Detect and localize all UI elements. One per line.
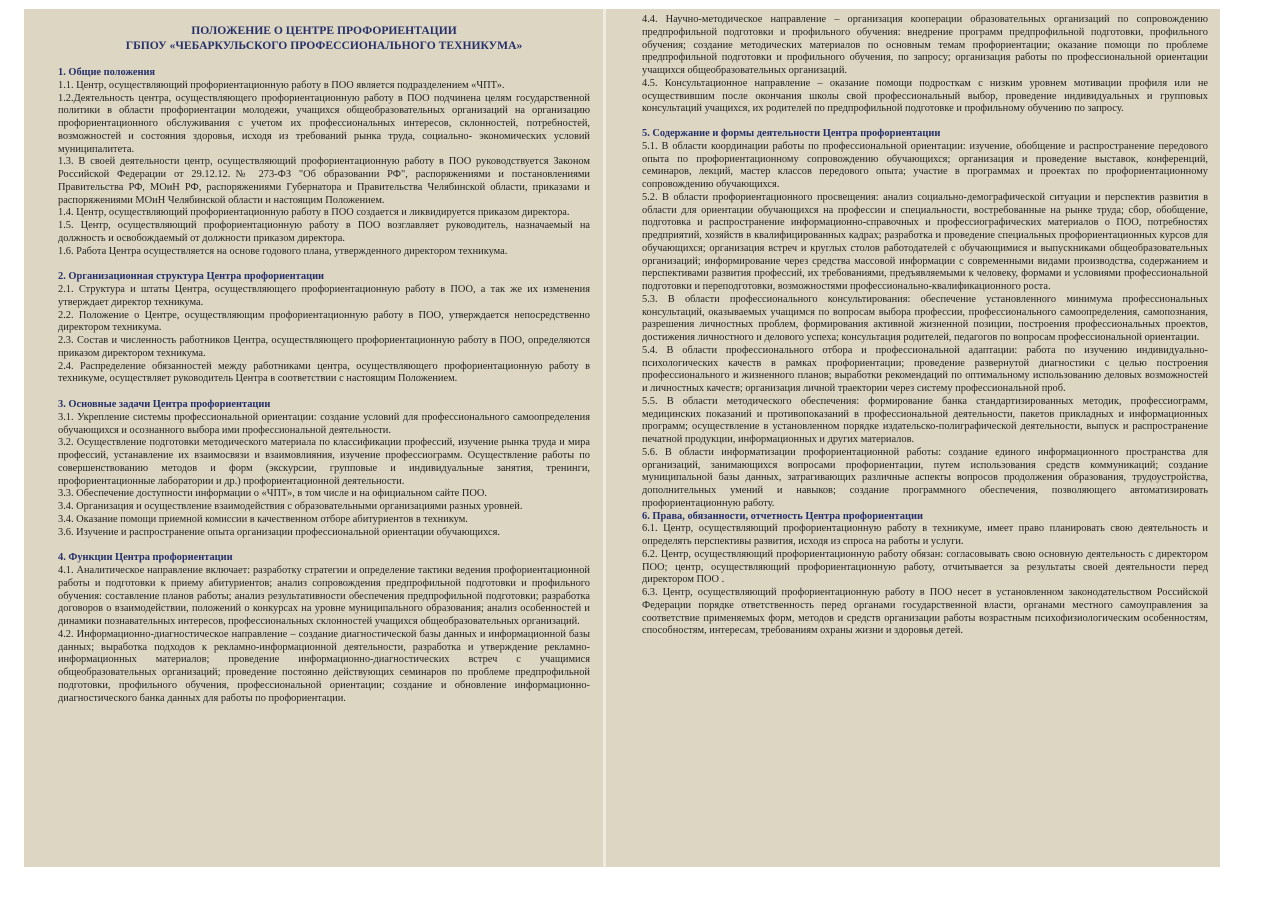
- section-heading: 6. Права, обязанности, отчетность Центра профориентации: [642, 510, 923, 522]
- paragraph-5-1: 5.1. В области координации работы по профессиональной ориентации: изучение, обобщение и распространение передового опыта по профориентационному сопровождению обучающихся; организация и проведение выставок, конференций, семинаров, лекций, мастер классов передового опыта; участие в программах и проектах по профориентационному сопровождению обучающихся.: [642, 140, 1208, 190]
- paragraph-4-4: 4.4. Научно-методическое направление – организация кооперации образовательных организаций по сопровождению предпрофильной подготовки и профильного обучения: внедрение программ предпрофильной подготовки, профильного обучения; создание методических материалов по основным темам профориентации; оказание помощи по проблеме предпрофильной подготовки и профильного обучения, по запросу; организация работы по профессиональной ориентации учащихся общеобразовательных организаций.: [642, 14, 1208, 76]
- paragraph-3-2: 3.2. Осуществление подготовки методического материала по классификации профессий, изучение рынка труда и мира профессий, устанавление их взаимосвязи и взаимовлияния, изучение профессиограмм. Осуществление работы по совершенствованию методов и форм (экскурсии, групповые и индивидуальные занятия, тренинги, профориентационные лаборатории и др.) профориентационной деятельности.: [58, 437, 590, 487]
- paragraph-3-3: 3.3. Обеспечение доступности информации о «ЧПТ», в том числе и на официальном сайте ПОО.: [58, 488, 487, 500]
- paragraph-2-3: 2.3. Состав и численность работников Центра, осуществляющего профориентационную работу в ПОО, определяются приказом директором техникума.: [58, 335, 590, 359]
- paragraph-5-5: 5.5. В области методического обеспечения: формирование банка стандартизированных методик, профессиограмм, медицинских показаний и противопоказаний в профессиональной деятельности, пакетов прикладных и информационных программ; осуществление в установленном порядке издательско-полиграфической деятельности, выпуск и распространение печатной продукции, информационных и других материалов.: [642, 395, 1208, 445]
- paragraph-1-3: 1.3. В своей деятельности центр, осуществляющий профориентационную работу в ПОО руководствуется Законом Российской Федерации от 29.12.12.№ 273-ФЗ "Об образовании РФ", распоряжениями и постановлениями Правительства РФ, МОиН РФ, распоряжениями Губернатора и Правительства Челябинской области, приказами и распоряжениями МОиН Челябинской области и настоящим Положением.: [58, 156, 590, 206]
- section-general: [58, 67, 590, 258]
- section-heading: 5. Содержание и формы деятельности Центра профориентации: [642, 128, 941, 139]
- paragraph-2-2: 2.2. Положение о Центре, осуществляющим профориентационную работу в ПОО, утверждается непосредственно директором техникума.: [58, 309, 590, 334]
- section-tasks: [58, 399, 590, 539]
- paragraph-3-1: 3.1. Укрепление системы профессиональной ориентации: создание условий для профессионального самоопределения обучающихся и осознанного выбора ими профессиональной деятельности.: [58, 411, 590, 436]
- paragraph-6-1: 6.1. Центр, осуществляющий профориентационную работу в техникуме, имеет право планировать свою деятельность и определять перспективы развития, исходя из спроса на работы и услуги.: [642, 523, 1208, 547]
- section-heading: 3. Основные задачи Центра профориентации: [58, 399, 271, 410]
- paragraph-3-5: 3.4. Оказание помощи приемной комиссии в качественном отборе абитуриентов в техникум.: [58, 513, 468, 525]
- section-rights: [642, 511, 1208, 639]
- left-page: [24, 9, 603, 867]
- paragraph-1-1: 1.1. Центр, осуществляющий профориентационную работу в ПОО является подразделением «ЧПТ».: [58, 79, 505, 91]
- paragraph-4-2: 4.2. Информационно-диагностическое направление – создание диагностической базы данных и информационной базы данных; выработка подходов к рекламно-информационной деятельности, разработка и утверждение рекламно-информационных материалов; проведение информационно-диагностических встреч с учащимися общеобразовательных организаций; проведение постоянно действующих семинаров по проблеме предпрофильной подготовки, профильного обучения, профессиональной ориентации; создание и обновление информационно-диагностического банка данных для работы по профориентации.: [58, 628, 590, 704]
- document-title: [58, 24, 590, 53]
- paragraph-1-6: 1.6. Работа Центра осуществляется на основе годового плана, утвержденного директором техникума.: [58, 245, 508, 257]
- section-heading: 4. Функции Центра профориентации: [58, 552, 233, 564]
- paragraph-6-3: 6.3. Центр, осуществляющий профориентационную работу в ПОО несет в установленном законодательством Российской Федерации порядке ответственность перед органами государственной власти, органами местного самоуправления за соответствие применяемых форм, методов и средств организации работы возрастным психофизиологическим особенностям, способностям, интересам, требованиям охраны жизни и здоровья детей.: [642, 587, 1208, 637]
- section-heading: 1. Общие положения: [58, 67, 156, 78]
- paragraph-5-3: 5.3. В области профессионального консультирования: обеспечение установленного минимума профессиональных консультаций, оказываемых учащимся по вопросам выбора профессии, профессионального самоопределения, самопознания, разрешения личностных проблем, формирования активной жизненной позиции, построения профессиональных проектов, достижения личностного и делового успеха; консультация родителей, педагогов по вопросам профессиональной ориентации.: [642, 293, 1208, 343]
- title-line-2: ГБПОУ «ЧЕБАРКУЛЬСКОГО ПРОФЕССИОНАЛЬНОГО ТЕХНИКУМА»: [125, 38, 523, 52]
- paragraph-3-6: 3.6. Изучение и распространение опыта организации профессиональной ориентации обучающихся.: [58, 526, 500, 538]
- section-structure: [58, 271, 590, 386]
- paragraph-1-2: 1.2.Деятельность центра, осуществляющего профориентационную работу в ПОО подчинена целям государственной политики в области профориентации молодежи, учащихся общеобразовательных организаций на организацию профориентационного обслуживания с учетом их профессиональных интересов, склонностей, потребностей, возможностей и состояния здоровья, исходя из требований рынка труда, социально- экономических условий муниципалитета.: [58, 92, 590, 155]
- paragraph-1-5: 1.5. Центр, осуществляющий профориентационную работу в ПОО возглавляет руководитель, назначаемый на должность и освобождаемый от должности приказом директора.: [58, 220, 590, 244]
- title-line-1: ПОЛОЖЕНИЕ О ЦЕНТРЕ ПРОФОРИЕНТАЦИИ: [191, 24, 457, 37]
- document-spread: [24, 9, 1220, 867]
- paragraph-5-4: 5.4. В области профессионального отбора и профессиональной адаптации: работа по изучению индивидуально-психологических качеств в рамках профориентации; проведение развернутой диагностики с целью построения профессионального и жизненного планов; выработки рекомендаций по оптимальному использованию деловых возможностей и личностных качеств; организация личной траектории через систему профессиональной проб.: [642, 344, 1208, 394]
- paragraph-5-6: 5.6. В области информатизации профориентационной работы: создание единого информационного пространства для организаций, занимающихся вопросами профориентации, путем использования средств коммуникаций; создание муниципальной базы данных, затрагивающих различные аспекты вопросов продолжения образования, трудоустройства, дополнительных умений и навыков; создание программного обеспечения, позволяющего автоматизировать профориентационную работу.: [642, 446, 1208, 509]
- paragraph-2-4: 2.4. Распределение обязанностей между работниками центра, осуществляющего профориентационную работу в техникуме, осуществляет руководитель Центра в соответствии с настоящим Положением.: [58, 360, 590, 385]
- paragraph-1-4: 1.4. Центр, осуществляющий профориентационную работу в ПОО создается и ликвидируется приказом директора.: [58, 207, 570, 219]
- section-content-forms: [642, 128, 1208, 511]
- paragraph-4-1: 4.1. Аналитическое направление включает: разработку стратегии и определение тактики ведения профориентационной работы и подготовки к приему абитуриентов; анализ сопровождения предпрофильной подготовки и профильного обучения: составление планов работы; анализ результативности обеспечения предпрофильной подготовки; разработка договоров о взаимодействии, положений о конкурсах на уровне муниципального образования; анализ особенностей и динамики познавательных интересов, профессиональных склонностей учащихся общеобразовательных организаций.: [58, 565, 590, 627]
- paragraph-6-2: 6.2. Центр, осуществляющий профориентационную работу обязан: согласовывать свою основную деятельность с директором ПОО; центр, осуществляющий профориентационную работу, отчитывается за результаты своей деятельности перед директором ПОО .: [642, 548, 1208, 586]
- paragraph-2-1: 2.1. Структура и штаты Центра, осуществляющего профориентационную работу в ПОО, а так же их изменения утверждает директор техникума.: [58, 284, 590, 308]
- paragraph-3-4: 3.4. Организация и осуществление взаимодействия с образовательными организациями разных уровней.: [58, 501, 523, 512]
- section-heading: 2. Организационная структура Центра профориентации: [58, 271, 325, 283]
- section-functions: [58, 552, 590, 705]
- right-page: [606, 9, 1220, 867]
- paragraph-5-2: 5.2. В области профориентационного просвещения: анализ социально-демографической ситуации и перспектив развития в области для ориентации обучающихся на профессии и специальности, востребованные на рынке труда; сбор, обобщение, подготовка и распространение информационно-справочных и профессиографических материалов о ПОО, потребностях предприятий, хозяйств в квалифицированных кадрах; разработка и проведение специальных профориентационных курсов для обучающихся; организация встреч и круглых столов работодателей с обучающимися и выпускниками общеобразовательных организаций; информирование через средства массовой информации с современными видами производства, содержанием и перспективами развития профессий, их требованиями, предъявляемыми к человеку, формами и условиями профессиональной подготовки и переподготовки, возможностями профессионально-квалификационного роста.: [642, 191, 1208, 292]
- paragraph-4-5: 4.5. Консультационное направление – оказание помощи подросткам с низким уровнем мотивации профиля или не осуществившим после окончания школы свой профессиональный выбор, проведение индивидуальных и групповых консультаций учащихся, их родителей по предпрофильной подготовке и профильному обучению по запросу.: [642, 77, 1208, 115]
